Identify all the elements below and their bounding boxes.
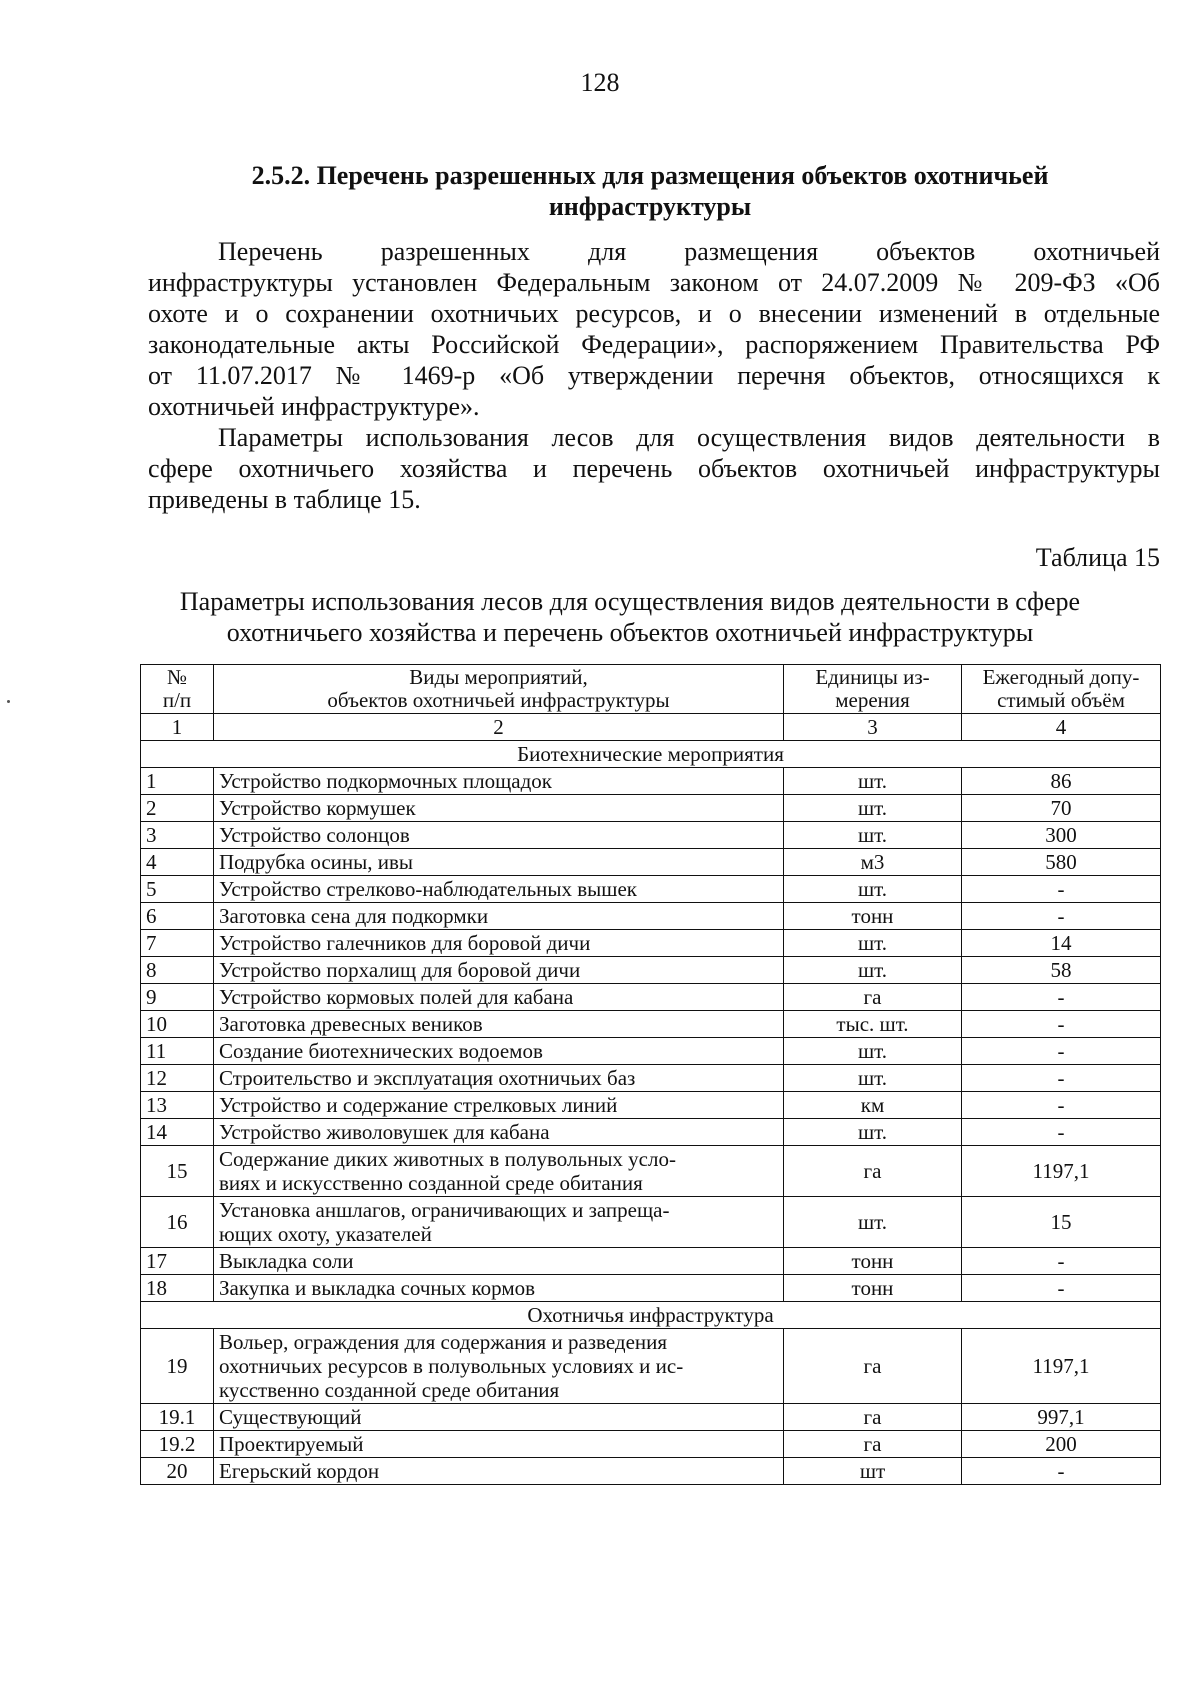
row-value: 58 [962, 957, 1161, 984]
page-number: 128 [580, 68, 620, 97]
section-title: Биотехнические мероприятия [141, 741, 1161, 768]
section-heading-line: инфраструктуры [548, 192, 752, 221]
header-text: Единицы из- [815, 665, 930, 689]
row-number: 13 [141, 1092, 214, 1119]
row-name-line: Вольер, ограждения для содержания и разведения [219, 1330, 668, 1354]
intro-paragraph [148, 236, 1160, 422]
row-value: - [962, 1065, 1161, 1092]
row-value: - [962, 1119, 1161, 1146]
row-unit: га [784, 1329, 962, 1404]
row-name: Строительство и эксплуатация охотничьих баз [214, 1065, 784, 1092]
table-row [141, 849, 1161, 876]
row-name-line: Установка аншлагов, ограничивающих и запреща- [219, 1198, 670, 1222]
row-value: - [962, 1038, 1161, 1065]
row-number: 16 [141, 1197, 214, 1248]
paragraph-line: охотничьей инфраструктуре». [148, 392, 480, 421]
row-number: 18 [141, 1275, 214, 1302]
row-value: - [962, 1458, 1161, 1485]
column-index: 3 [784, 714, 962, 741]
row-name-line: ющих охоту, указателей [219, 1222, 432, 1246]
header-value [962, 665, 1161, 714]
row-number: 9 [141, 984, 214, 1011]
row-name: Устройство галечников для боровой дичи [214, 930, 784, 957]
row-unit: шт. [784, 1119, 962, 1146]
row-unit: м3 [784, 849, 962, 876]
header-text: № [166, 665, 188, 689]
row-number: 17 [141, 1248, 214, 1275]
row-name [214, 1197, 784, 1248]
header-unit [784, 665, 962, 714]
row-unit: шт. [784, 1197, 962, 1248]
table-header-row [141, 665, 1161, 714]
row-name: Устройство кормушек [214, 795, 784, 822]
table-caption-line: охотничьего хозяйства и перечень объектов охотничьей инфраструктуры [226, 618, 1034, 647]
paragraph-line: законодательные акты Российской Федерации», распоряжением Правительства РФ [148, 330, 1160, 359]
section-title: Охотничья инфраструктура [141, 1302, 1161, 1329]
row-value: 15 [962, 1197, 1161, 1248]
table-row [141, 1404, 1161, 1431]
table-row [141, 984, 1161, 1011]
row-name: Закупка и выкладка сочных кормов [214, 1275, 784, 1302]
table-row [141, 1011, 1161, 1038]
row-number: 8 [141, 957, 214, 984]
table-row [141, 1038, 1161, 1065]
row-number: 19 [141, 1329, 214, 1404]
row-unit: шт. [784, 768, 962, 795]
reference-paragraph [148, 422, 1160, 515]
table-row [141, 1146, 1161, 1197]
table-section-row [141, 741, 1161, 768]
row-unit: шт. [784, 1065, 962, 1092]
table-row [141, 876, 1161, 903]
row-value: - [962, 1011, 1161, 1038]
row-name: Устройство солонцов [214, 822, 784, 849]
row-number: 19.1 [141, 1404, 214, 1431]
paragraph-line: приведены в таблице 15. [148, 485, 421, 514]
row-number: 12 [141, 1065, 214, 1092]
table-section-row [141, 1302, 1161, 1329]
column-index: 2 [214, 714, 784, 741]
table-row [141, 1275, 1161, 1302]
paragraph-line: охоте и о сохранении охотничьих ресурсов, и о внесении изменений в отдельные [148, 299, 1160, 328]
row-value: 300 [962, 822, 1161, 849]
table-label: Таблица 15 [1035, 543, 1160, 572]
paragraph-line: от 11.07.2017 № 1469-р «Об утверждении перечня объектов, относящихся к [148, 361, 1160, 390]
header-text: Виды мероприятий, [409, 665, 588, 689]
row-unit: тонн [784, 903, 962, 930]
row-number: 20 [141, 1458, 214, 1485]
row-value: 1197,1 [962, 1146, 1161, 1197]
row-number: 6 [141, 903, 214, 930]
section-heading-line: 2.5.2. Перечень разрешенных для размещения объектов охотничьей [251, 161, 1049, 190]
row-name: Устройство порхалищ для боровой дичи [214, 957, 784, 984]
row-unit: шт. [784, 1038, 962, 1065]
row-unit: тонн [784, 1248, 962, 1275]
parameters-table [140, 664, 1161, 1485]
scan-speck [7, 700, 10, 703]
row-value: - [962, 876, 1161, 903]
header-text: Ежегодный допу- [982, 665, 1140, 689]
row-name: Проектируемый [214, 1431, 784, 1458]
row-value: 70 [962, 795, 1161, 822]
paragraph-line: Параметры использования лесов для осуществления видов деятельности в [218, 423, 1160, 452]
row-number: 1 [141, 768, 214, 795]
row-name: Устройство стрелково-наблюдательных вышек [214, 876, 784, 903]
header-name [214, 665, 784, 714]
table-row [141, 930, 1161, 957]
table-row [141, 1458, 1161, 1485]
row-number: 2 [141, 795, 214, 822]
table-row [141, 795, 1161, 822]
paragraph-line: сфере охотничьего хозяйства и перечень объектов охотничьей инфраструктуры [148, 454, 1160, 483]
table-caption [130, 586, 1130, 648]
header-text: объектов охотничьей инфраструктуры [327, 688, 670, 712]
row-name: Выкладка соли [214, 1248, 784, 1275]
row-name: Егерьский кордон [214, 1458, 784, 1485]
row-unit: га [784, 1431, 962, 1458]
table-row [141, 768, 1161, 795]
row-unit: шт. [784, 822, 962, 849]
column-index: 4 [962, 714, 1161, 741]
row-value: - [962, 1092, 1161, 1119]
row-name-line: Содержание диких животных в полувольных усло- [219, 1147, 676, 1171]
column-index-row [141, 714, 1161, 741]
row-unit: га [784, 1146, 962, 1197]
column-index: 1 [141, 714, 214, 741]
row-value: 86 [962, 768, 1161, 795]
row-name: Устройство кормовых полей для кабана [214, 984, 784, 1011]
paragraph-line: инфраструктуры установлен Федеральным законом от 24.07.2009 № 209-ФЗ «Об [148, 268, 1160, 297]
row-value: 14 [962, 930, 1161, 957]
header-text: п/п [162, 688, 192, 712]
row-unit: га [784, 984, 962, 1011]
row-number: 7 [141, 930, 214, 957]
row-number: 10 [141, 1011, 214, 1038]
row-number: 19.2 [141, 1431, 214, 1458]
row-unit: га [784, 1404, 962, 1431]
table-row [141, 1092, 1161, 1119]
row-name: Устройство живоловушек для кабана [214, 1119, 784, 1146]
row-name: Заготовка древесных веников [214, 1011, 784, 1038]
row-name-line: охотничьих ресурсов в полувольных условиях и ис- [219, 1354, 684, 1378]
table-row [141, 903, 1161, 930]
row-value: - [962, 1248, 1161, 1275]
row-unit: шт [784, 1458, 962, 1485]
table-row [141, 1329, 1161, 1404]
row-name: Заготовка сена для подкормки [214, 903, 784, 930]
row-name-line: виях и искусственно созданной среде обитания [219, 1171, 643, 1195]
row-name: Создание биотехнических водоемов [214, 1038, 784, 1065]
row-number: 11 [141, 1038, 214, 1065]
table-row [141, 1248, 1161, 1275]
row-name: Устройство подкормочных площадок [214, 768, 784, 795]
row-name: Существующий [214, 1404, 784, 1431]
table-row [141, 957, 1161, 984]
section-heading [170, 160, 1130, 222]
row-unit: шт. [784, 930, 962, 957]
header-text: стимый объём [997, 688, 1125, 712]
table-row [141, 1065, 1161, 1092]
row-number: 14 [141, 1119, 214, 1146]
row-name-line: кусственно созданной среде обитания [219, 1378, 560, 1402]
row-value: - [962, 1275, 1161, 1302]
table-row [141, 1197, 1161, 1248]
row-unit: шт. [784, 957, 962, 984]
row-number: 5 [141, 876, 214, 903]
row-number: 3 [141, 822, 214, 849]
table-row [141, 1119, 1161, 1146]
row-unit: тонн [784, 1275, 962, 1302]
paragraph-line: Перечень разрешенных для размещения объектов охотничьей [218, 237, 1160, 266]
row-value: 997,1 [962, 1404, 1161, 1431]
row-value: - [962, 903, 1161, 930]
row-name: Подрубка осины, ивы [214, 849, 784, 876]
row-value: 200 [962, 1431, 1161, 1458]
row-name [214, 1329, 784, 1404]
row-unit: шт. [784, 795, 962, 822]
row-value: - [962, 984, 1161, 1011]
table-row [141, 1431, 1161, 1458]
header-text: мерения [835, 688, 910, 712]
table-caption-line: Параметры использования лесов для осуществления видов деятельности в сфере [179, 587, 1081, 616]
table-row [141, 822, 1161, 849]
row-value: 580 [962, 849, 1161, 876]
row-unit: шт. [784, 876, 962, 903]
row-name: Устройство и содержание стрелковых линий [214, 1092, 784, 1119]
row-number: 15 [141, 1146, 214, 1197]
row-unit: км [784, 1092, 962, 1119]
row-name [214, 1146, 784, 1197]
header-num [141, 665, 214, 714]
row-value: 1197,1 [962, 1329, 1161, 1404]
row-unit: тыс. шт. [784, 1011, 962, 1038]
row-number: 4 [141, 849, 214, 876]
